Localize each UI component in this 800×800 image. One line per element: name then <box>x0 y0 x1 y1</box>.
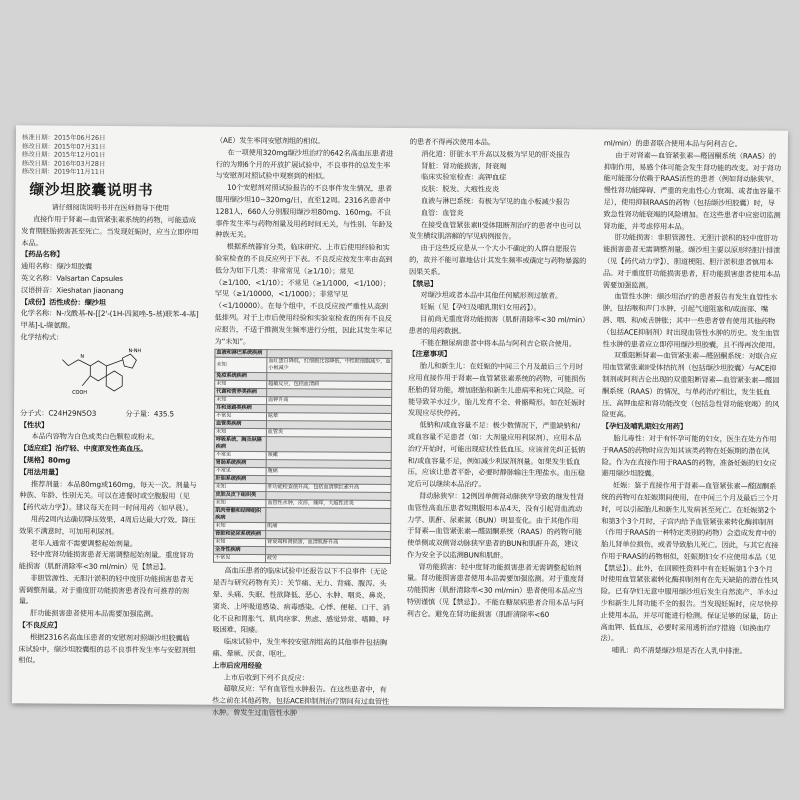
paragraph: 英文名称：Valsartan Capsules <box>20 273 124 284</box>
table-cell: 未知 <box>214 523 266 531</box>
section-heading: 上市后应用经验 <box>212 660 262 670</box>
table-cell: 肌肉骨骼和结缔组织疾病 <box>214 508 266 523</box>
chemical-structure <box>20 345 198 406</box>
molecular-info <box>20 407 198 420</box>
table-cell: 未知 <box>214 539 266 547</box>
paragraph: 临床试验中，发生率较安慰剂组高的其他事件包括胸痛、晕厥、厌食、呕吐。 <box>212 636 387 659</box>
section-heading: 【孕妇及哺乳期妇女用药】 <box>601 421 688 432</box>
paragraph: 高血压患者的临床试验中还报告以下不良事件（无论是否与研究药物有关）：关节痛、无力、背痛、腹泻、头晕、头痛、失眠、性欲降低、恶心、水肿、咽炎、鼻炎、窦炎、上呼吸道感染、病毒感染。心悸、便秘、口干、消化不良和胃胀气、肌肉痉挛、焦虑、感觉异常、嗜睡、呼吸困难、阳痿。 <box>212 566 390 635</box>
paragraph: 皮肤：脱发、大疱性皮炎 <box>421 184 500 194</box>
table-cell: 疲劳 <box>265 555 390 564</box>
paragraph: 妊娠：鉴于直接作用于肾素—血管紧张素—醛固酮系统的药物可在妊娠期间使用，在中间三个月及最后三个月时，可以引起胎儿和新生儿发病甚至死亡。在妊娠第2个和第3个3个月时，子宫内给予血管紧张素转化酶抑制剂（作用于RAAS的一种特定类别的药物）会造成发育中的胎儿肾单位损伤，或者导致胎儿死亡。因此，与其它直接作用于RAAS的药物相似，妊娠期妇女不应使用本品（见【禁忌】）。此外，在回顾性资料中有在妊娠第1个3个月时使用血管紧张素转化酶抑制剂有在先天缺陷的潜在性风险。已有孕妇无意中服用缬沙坦后发生自然流产、羊水过少和新生儿肾功能不全的报告。当发现妊娠时，应尽快停止使用本品，并尽可能进行检测。保证足够的尿量，防止高血钾、低血压，必要时采用透析治疗措施（如换血疗法）。 <box>600 480 779 643</box>
table-row <box>213 555 390 564</box>
paragraph: 直接作用于肾素—血管紧张素系统的药物，可能造成发育期胚胎损害甚至死亡。当发现妊娠时，应当立即停用本品。 <box>21 214 199 248</box>
table-cell: 不常见 <box>214 468 266 476</box>
paragraph: 肝功能损害：非胆管源性、无胆汁淤积的轻中度肝功能损害患者无需调整剂量。缬沙坦主要以原形经胆汁排泄（见【药代动力学】），胆道梗阻、胆汁淤积患者慎用本品。对于重度肝功能损害患者，肝功能损害患者使用本品需要加强监测。 <box>602 232 781 290</box>
col2b-text <box>212 565 391 720</box>
paragraph: 肝功能损害患者使用本品需要加强监测。 <box>30 608 158 619</box>
revision-date: 核准日期：2015年06月26日 <box>21 133 106 142</box>
section-heading: 【成份】活性成份：缬沙坦 <box>20 296 106 307</box>
paragraph: 超敏反应：罕有血管性水肿报告。在这些患者中，有些之前在其他药物，包括ACE抑制剂治疗期间有过血管性水肿。曾发生过血管性水肿 <box>211 684 390 718</box>
table-row <box>214 508 391 524</box>
table-cell: 肾脏和泌尿系统疾病 <box>214 531 266 539</box>
section-heading: 【适应症】治疗轻、中度原发性高血压。 <box>19 443 148 454</box>
table-cell: 肾衰竭和肾损害，血清肌酐升高 <box>265 539 390 548</box>
paragraph: 在接受血管紧张素II受体阻断剂治疗的患者中也可以发生横纹肌溶解的罕见病例报告。 <box>409 219 581 242</box>
paragraph: ml/min）的患者联合使用本品与阿利吉仑。 <box>603 138 742 149</box>
col3-text <box>407 136 588 621</box>
paragraph: 血管：血管炎 <box>420 207 464 218</box>
paragraph: 汉语拼音：Xieshatan Jiaonang <box>20 285 124 295</box>
paragraph: 消化道：肝脏水平升高以及极为罕见的肝炎报告 <box>421 148 571 159</box>
section-heading: 【规格】80mg <box>19 455 71 465</box>
table-cell: 未知 <box>215 397 267 405</box>
table-cell: 咳嗽 <box>266 452 391 461</box>
table-cell: 血钾升高 <box>266 397 391 406</box>
column-4 <box>600 137 782 702</box>
paragraph: 对缬沙坦或者本品中其他任何赋形剂过敏者。 <box>420 290 563 301</box>
revision-date: 修改日期：2015年07月31日 <box>21 141 106 151</box>
table-cell <box>266 508 391 524</box>
paragraph: 上市后收到下列不良反应： <box>223 672 309 682</box>
paragraph: 血液与淋巴系统：有极为罕见的血小板减少报告 <box>420 196 570 207</box>
table-cell: 肝功能检查值升高，包括血清胆红素升高 <box>266 484 391 493</box>
column-3 <box>406 136 588 701</box>
table-cell: 肌痛 <box>266 523 391 532</box>
structure-drawing-icon <box>60 345 150 404</box>
paragraph: 血管性水肿：缬沙坦治疗的患者报告有发生血管性水肿，包括喉和声门水肿，引起气道阻塞和/或面部、嘴唇、咽、和/或舌肿胀；其中一些患者曾有使用其他药物（包括ACE抑制剂）时出现血管性水肿的历史。发生血管性水肿的患者应立即停用缬沙坦胶囊，且不得再次使用。 <box>602 291 780 350</box>
table-cell: 未知 <box>214 500 266 508</box>
paragraph: 由于这些反应是从一个大小不确定的人群自愿报告的，故并不能可靠地估计其发生频率或确定与药物暴露的因果关系。 <box>408 243 587 277</box>
section-heading: 【禁忌】 <box>408 278 438 288</box>
table-cell: 血液和淋巴系统疾病 <box>215 350 267 358</box>
section-heading: 【用法用量】 <box>19 467 63 477</box>
paragraph: 推荐剂量：本品80mg或160mg，每天一次。剂量与种族、年龄、性别无关。可以在进餐时或空腹服用（见【药代动力学】）。建议每天在同一时间用药（如早晨）。 <box>19 478 197 513</box>
table-cell: 腹痛 <box>266 468 391 477</box>
paragraph: 肾动脉狭窄：12例因单侧肾动脉狭窄导致的继发性肾血管性高血压患者短期服用本品4天，没有引起肾血流动力学、肌酐、尿素氮（BUN）明显变化。由于其他作用于肾素—血管紧张素—醛固酮系统（RAAS）的药物可能使单侧或双侧肾动脉狭窄患者的BUN和肌酐升高，建议作为安全予以监测BUN和肌酐。 <box>407 491 584 560</box>
paragraph: （AE）发生率同安慰剂组的相似。 <box>215 135 325 146</box>
paragraph: 临床实验室检查：高钾血症 <box>421 172 507 183</box>
paragraph: 哺乳：尚不清楚缬沙坦是否在人乳中排泄。 <box>611 645 747 656</box>
paragraph: 肾功能损害：轻中度肾功能损害患者无需调整起始剂量。肾功能损害患者使用本品需要加强监测。对于重度肾功能损害（肌酐清除率<30 ml/min）患者使用本品应当特别谨慎（见【禁忌】）。不能在糖尿病患者合用本品与阿利吉仑。避免在肾功能损害（肌酐清除率<60 <box>406 561 585 619</box>
col4-text <box>600 137 782 657</box>
paragraph: 的患者不得再次使用本品。 <box>409 137 496 147</box>
revision-dates <box>22 133 200 177</box>
molecular-weight: 分子量：435.5 <box>125 408 175 419</box>
col1b-text <box>18 419 198 668</box>
table-cell: 呼吸系统、胸及纵隔疾病 <box>214 437 266 452</box>
paragraph: 10个安慰剂对照试验报告的不良事件发生情况，患者服用缬沙坦10~320mg/日，直至12周。2316名患者中1281人，660人分别服用缬沙坦80mg、160mg。不良事件发生率与药物剂量及用药时间无关，与性别、年龄及种族无关。 <box>215 182 393 240</box>
revision-date: 修改日期：2016年03月28日 <box>21 159 106 168</box>
section-heading: 【不良反应】 <box>18 620 62 630</box>
paragraph: 根据系统器官分类，临床研究、上市后使用经验和实验室检查的不良反应列于下表。不良反应按发生率由高到低分为如下几类：非常常见（≥1/10）；常见（≥1/100，<1/10）；不常见（≥1/1000，<1/100）；罕见（≥1/10000，<1/1000）；非常罕见（<1/10000）。在每个组中，不良反应按严重性从高到低排列。对于上市后使用经验和实验室检查的所有不良反应报告，不适于推测发生频率进行分组，因此其发生率记为“未知”。 <box>214 241 393 346</box>
table-row <box>214 437 391 453</box>
section-heading: 【性状】 <box>19 419 49 430</box>
table-cell: 不常见 <box>213 555 265 563</box>
col1-text <box>21 213 200 344</box>
svg-text:N-NH: N-NH <box>128 347 142 354</box>
paragraph: 低钠和/或血容量不足：极少数情况下，严重缺钠和/或血容量不足患者（如：大剂量应用利尿剂），应用本品治疗开始时，可能出现症状性低血压。应该首先纠正低钠和/或血容量不足，例如减少利尿剂剂量。如果发生低血压，应该让患者平卧，必要时静脉输注生理盐水。血压稳定后可以继续本品治疗。 <box>407 420 586 489</box>
table-cell: 未知 <box>215 381 267 389</box>
table-cell: 未知 <box>215 358 267 373</box>
paragraph: 化学名称：N-戊酰基-N-[[2'-(1H-四氮唑-5-基)联苯-4-基]甲基]-L-缬氨酸。 <box>20 308 199 330</box>
table-cell: 血管性水肿，皮疹，瘙痒，大疱性皮炎 <box>266 500 391 509</box>
table-cell: 不常见 <box>214 452 266 460</box>
table-cell: 眩晕 <box>266 413 391 422</box>
table-cell: 血红蛋白降低，红细胞比容降低，中性粒细胞减少，血小板减少 <box>267 358 392 374</box>
col2a-text <box>214 135 393 349</box>
paragraph: 目前尚无重度肾功能损害（肌酐清除率<30 ml/min）患者的用药数据。 <box>408 314 586 336</box>
table-cell: 代谢和营养类疾病 <box>215 389 267 397</box>
table-cell: 全身性疾病 <box>214 547 266 555</box>
table-cell <box>266 437 391 453</box>
paragraph: 肾脏：肾功能损害，肾衰竭 <box>421 160 507 171</box>
column-1 <box>18 133 200 698</box>
table-cell: 胃肠系统疾病 <box>214 460 266 468</box>
package-insert-sheet <box>12 125 788 718</box>
paragraph: 老年人通常不需要调整起始剂量。 <box>30 537 137 548</box>
table-row <box>215 358 392 374</box>
paragraph: 胎儿和新生儿：在妊娠的中间三个月及最后三个月时应用直接作用于肾素—血管紧张素系统的药物，可能损伤胚胎的肾功能，增加胚胎和新生儿患病率和死亡风险。可能导致羊水过少，胎儿发育不全、骨骼畸形。如在妊娠时发现应尽快停药。 <box>407 361 586 418</box>
section-heading: 【药品名称】 <box>21 249 64 260</box>
table-cell: 超敏反应，包括血清病 <box>267 381 392 390</box>
document-title: 缬沙坦胶囊说明书 <box>29 182 154 200</box>
paragraph: 在一项使用320mg缬沙坦治疗的642名高血压患者进行的为期6个月的开放扩展试验中，不良事件的总发生率与安慰剂对照试验中观察到的相似。 <box>215 147 394 181</box>
section-heading: 【注意事项】 <box>408 349 452 359</box>
table-cell: 血管类疾病 <box>214 421 266 429</box>
paragraph: 妊娠（见【孕妇及哺乳期妇女用药】）。 <box>420 302 541 313</box>
paragraph: 非胆管源性、无胆汁淤积的轻中度肝功能损害患者无需调整剂量。对于重度肝功能损害患者没有可推荐的剂量。 <box>18 573 194 606</box>
paragraph: 化学结构式： <box>20 332 64 342</box>
table-cell: 不常见 <box>214 413 266 421</box>
paragraph: 通用名称：缬沙坦胶囊 <box>21 261 92 272</box>
table-cell: 耳和迷路类疾病 <box>215 405 267 413</box>
paragraph: 轻中度肾功能损害患者无需调整起始剂量。重度肾功能损害（肌酐清除率<30 ml/min）见【禁忌】。 <box>18 549 194 572</box>
table-cell: 血管炎 <box>266 429 391 438</box>
adverse-reaction-table <box>213 349 392 564</box>
paragraph: 本品内容物为白色或类白色颗粒或粉末。 <box>31 431 159 442</box>
table-cell: 肝胆系统疾病 <box>214 476 266 484</box>
table-cell: 免疫系统疾病 <box>215 373 267 381</box>
usage-warning: 请仔细阅读说明书并在医师指导下使用 <box>51 203 170 213</box>
table-cell: 未知 <box>214 429 266 437</box>
paragraph: 胎儿毒性：对于有怀孕可能的妇女，医生在处方作用于RAAS的药物时应告知其该类药物在妊娠期的潜在风险。作为在直接作用于RAAS的药物，准备妊娠的妇女应避用缬沙坦胶囊。 <box>601 433 777 479</box>
column-2 <box>211 135 394 718</box>
paragraph: 双重阻断肾素—血管紧张素—醛固酮系统：对联合应用血管紧张素II受体拮抗剂（包括缬沙坦胶囊）与ACE抑制剂或阿利吉仑出现的双重阻断肾素—血管紧张素—醛固酮系统（RAAS）的情况，与单药治疗相比，发生低血压、高钾血症和肾功能改变（包括急性肾功能衰竭）的风险更高。 <box>601 350 780 419</box>
molecular-formula: 分子式：C24H29N5O3 <box>19 408 97 418</box>
svg-text:COOH: COOH <box>72 389 87 396</box>
table-cell: 皮肤及皮下组织类 <box>214 492 266 500</box>
table-cell: 未知 <box>214 484 266 492</box>
paragraph: 不能在糖尿病患者中将本品与阿利吉仑联合使用。 <box>420 337 577 348</box>
revision-date: 修改日期：2019年11月11日 <box>21 167 106 177</box>
paragraph: 由于对肾素—血管紧张素—醛固酮系统（RAAS）的抑制作用，易感个体可能会发生肾功能的改变。对于肾功能可能部分依赖于RAAS活性的患者（例如肾动脉狭窄、慢性肾功能障碍、严重的充血性心力衰竭、或者血容量不足），使用抑制RAAS的药物（包括缬沙坦胶囊）时，导致急性肾功能衰竭的风险增加。在这些患者中应密切监测肾功能，并考虑停用本品。 <box>603 150 781 231</box>
revision-date: 修改日期：2015年12月01日 <box>21 150 106 160</box>
paragraph: 用药2周内达确切降压效果，4周后达最大疗效。降压效果不满意时，可加用利尿剂。 <box>19 514 196 536</box>
paragraph: 根据2316名高血压患者的安慰剂对照缬沙坦胶囊临床试验中，缬沙坦胶囊组的总不良事件发生率与安慰剂组相似。 <box>18 632 196 665</box>
svg-text:N: N <box>80 353 85 360</box>
